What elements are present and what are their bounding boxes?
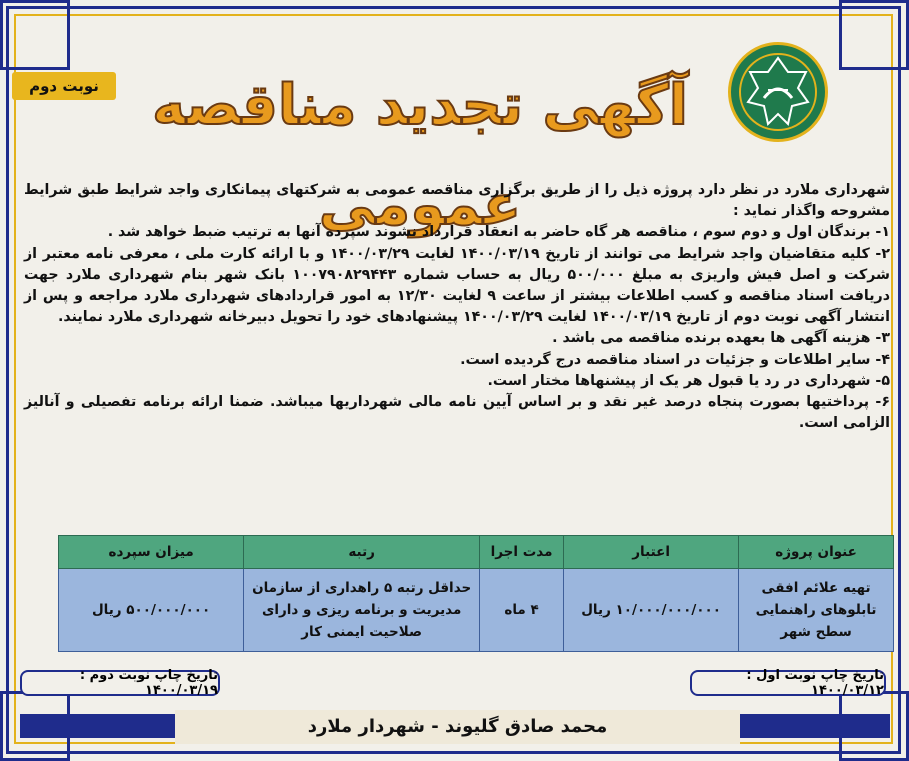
clause-item: ۲- کلیه متقاضیان واجد شرایط می توانند از تاریخ ۱۴۰۰/۰۳/۱۹ لغایت ۱۴۰۰/۰۳/۲۹ و با ارائه کارت ملی ، معرفی نامه معتبر از شرکت و اصل فیش واریزی به مبلغ ۵۰۰/۰۰۰ ریال به حساب شماره ۱۰۰۷۹۰۸۲۹۴۴۳ بانک شهر بنام شهرداری ملارد جهت دریافت اسناد مناقصه و کسب اطلاعات بیشتر از ساعت ۹ لغایت ۱۲/۳۰ به امور قراردادهای شهرداری ملارد مراجعه و پس از انتشار آگهی نوبت دوم از تاریخ ۱۴۰۰/۰۳/۱۹ لغایت ۱۴۰۰/۰۳/۲۹ پیشنهادهای خود را تحویل دبیرخانه شهرداری ملارد نمایند. <box>24 245 891 326</box>
print-date-second: تاریخ چاپ نوبت دوم : ۱۴۰۰/۰۳/۱۹ <box>20 670 220 696</box>
clause-item: ۱- برندگان اول و دوم سوم ، مناقصه هر گاه حاضر به انعقاد قرارداد نشوند سپرده آنها به ترتیب ضبط خواهد شد . <box>107 224 890 241</box>
corner-ornament <box>0 0 70 70</box>
intro-paragraph: شهرداری ملارد در نظر دارد پروژه ذیل را از طریق برگزاری مناقصه عمومی به شرکتهای پیمانکاری واجد شرایط طبق شرایط مشروحه واگذار نماید : <box>24 182 890 220</box>
print-date-first: تاریخ چاپ نوبت اول : ۱۴۰۰/۰۳/۱۲ <box>690 670 886 696</box>
clause-item: ۳- هزینه آگهی ها بعهده برنده مناقصه می باشد . <box>552 330 890 347</box>
round-badge: نوبت دوم <box>12 72 116 100</box>
corner-ornament <box>839 0 909 70</box>
signature-bar <box>740 714 890 738</box>
column-header: میزان سپرده <box>59 536 244 569</box>
clause-item: ۵- شهرداری در رد یا قبول هر یک از پیشنهاها مختار است. <box>487 372 890 389</box>
table-header-row <box>59 536 894 569</box>
column-header: رتبه <box>244 536 480 569</box>
table-cell: ۵۰۰/۰۰۰/۰۰۰ ریال <box>59 569 244 652</box>
page-title: آگهی تجدید مناقصه عمومی <box>152 73 688 238</box>
clause-item: ۴- سایر اطلاعات و جزئیات در اسناد مناقصه درج گردیده است. <box>460 351 890 368</box>
municipality-logo <box>728 42 828 142</box>
signature-bar <box>20 714 175 738</box>
project-table <box>58 535 894 652</box>
signature: محمد صادق گلیوند - شهردار ملارد <box>175 710 740 744</box>
table-cell: حداقل رتبه ۵ راهداری از سازمان مدیریت و برنامه ریزی و دارای صلاحیت ایمنی کار <box>244 569 480 652</box>
announcement-body <box>24 180 890 434</box>
table-cell: تهیه علائم افقی تابلوهای راهنمایی سطح شهر <box>739 569 894 652</box>
column-header: مدت اجرا <box>480 536 564 569</box>
logo-emblem-icon <box>736 50 820 134</box>
table-row <box>59 569 894 652</box>
column-header: اعتبار <box>564 536 739 569</box>
table-cell: ۱۰/۰۰۰/۰۰۰/۰۰۰ ریال <box>564 569 739 652</box>
column-header: عنوان پروژه <box>739 536 894 569</box>
table-cell: ۴ ماه <box>480 569 564 652</box>
clause-item: ۶- پرداختیها بصورت پنجاه درصد غیر نقد و بر اساس آیین نامه مالی شهرداریها میباشد. ضمنا ارائه برنامه تفصیلی و آنالیز الزامی است. <box>24 394 890 432</box>
